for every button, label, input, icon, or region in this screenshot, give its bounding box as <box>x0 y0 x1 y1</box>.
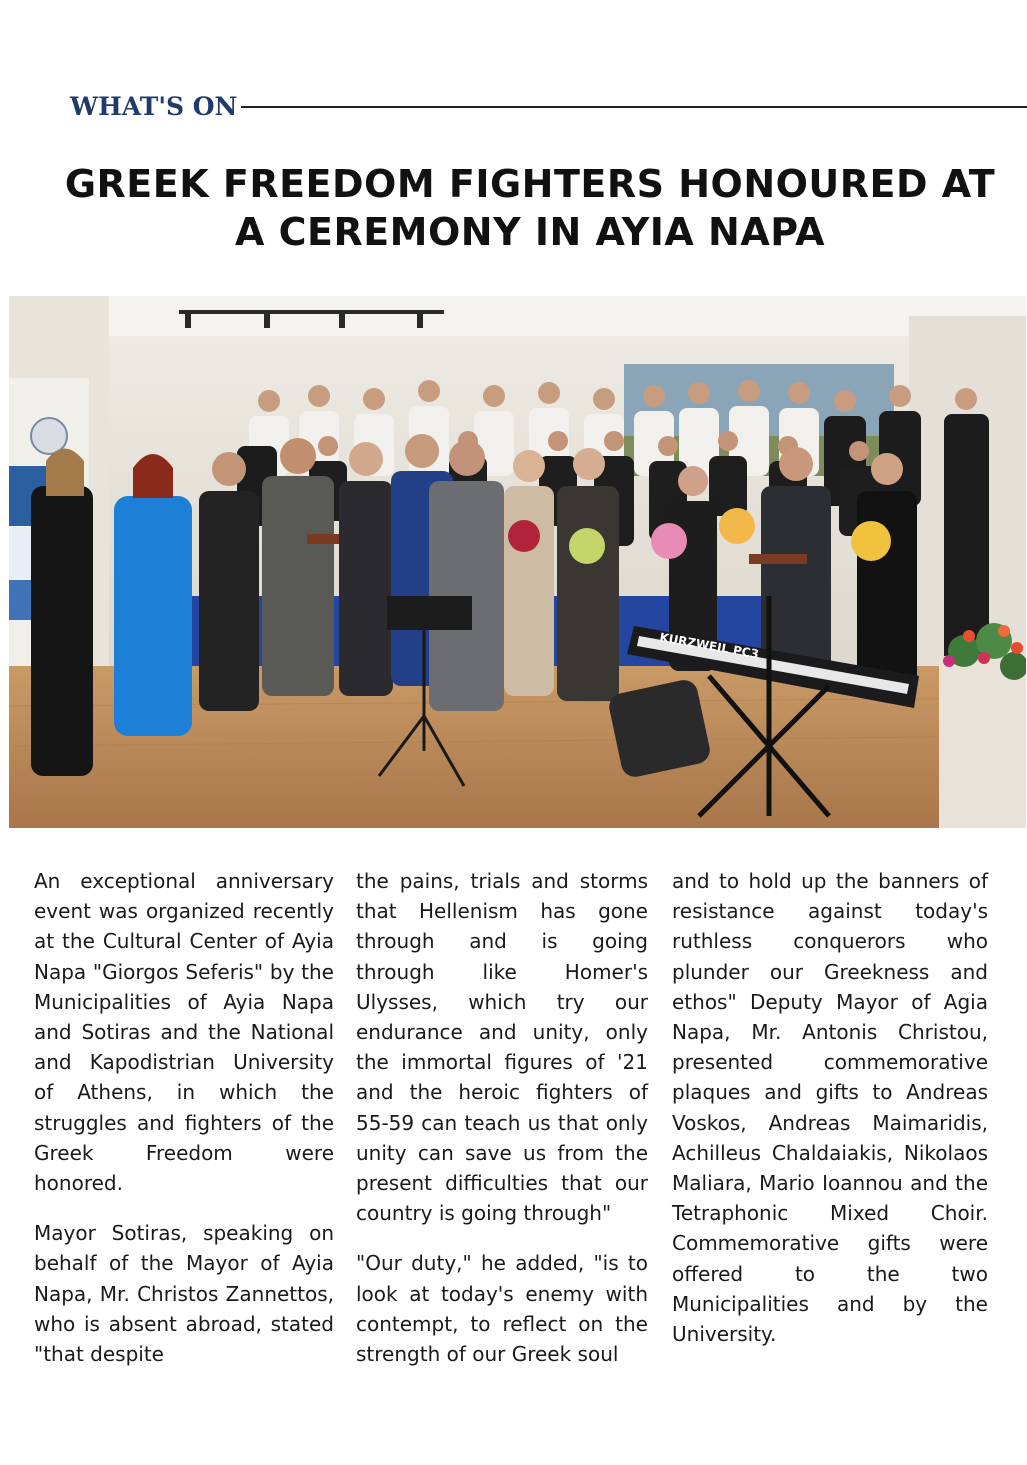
headline <box>30 160 1027 256</box>
section-label: WHAT'S ON <box>70 91 238 121</box>
article-body <box>34 866 990 1426</box>
article-paragraph: Mayor Sotiras, speaking on behalf of the Mayor of Ayia Napa, Mr. Christos Zannettos, who is absent abroad, stated "that despite <box>34 1221 334 1367</box>
headline-line-1: GREEK FREEDOM FIGHTERS HONOURED AT <box>64 162 996 206</box>
article-column-1 <box>34 866 334 1389</box>
ceremony-photo <box>9 296 1026 828</box>
keyboard-brand-text: KURZWEIL PC3 <box>658 630 760 662</box>
article-column-2 <box>356 866 648 1389</box>
article-paragraph: and to hold up the banners of resistance against today's ruthless conquerors who plunder our Greekness and ethos" Deputy Mayor of Agia Napa, Mr. Antonis Christou, presented commemorative plaques and gifts to Andreas Voskos, Andreas Maimaridis, Achilleus Chaldaiakis, Nikolaos Maliara, Mario Ioannou and the Tetraphonic Mixed Choir. Commemorative gifts were offered to the two Municipalities and by the University. <box>672 869 988 1347</box>
article-column-3 <box>672 866 988 1369</box>
article-paragraph: "Our duty," he added, "is to look at today's enemy with contempt, to reflect on the strength of our Greek soul <box>356 1251 648 1367</box>
article-paragraph: the pains, trials and storms that Hellenism has gone through and is going through like Homer's Ulysses, which try our endurance and unity, only the immortal figures of '21 and the heroic fighters of 55-59 can teach us that only unity can save us from the present difficulties that our country is going through" <box>356 869 648 1226</box>
section-header <box>70 86 1027 126</box>
section-divider <box>241 106 1027 108</box>
ceremony-photo-illustration <box>9 296 1026 828</box>
headline-line-2: A CEREMONY IN AYIA NAPA <box>234 210 826 254</box>
article-paragraph: An exceptional anniversary event was organized recently at the Cultural Center of Ayia Napa "Giorgos Seferis" by the Municipalities of Ayia Napa and Sotiras and the National and Kapodistrian University of Athens, in which the struggles and fighters of the Greek Freedom were honored. <box>34 869 334 1196</box>
